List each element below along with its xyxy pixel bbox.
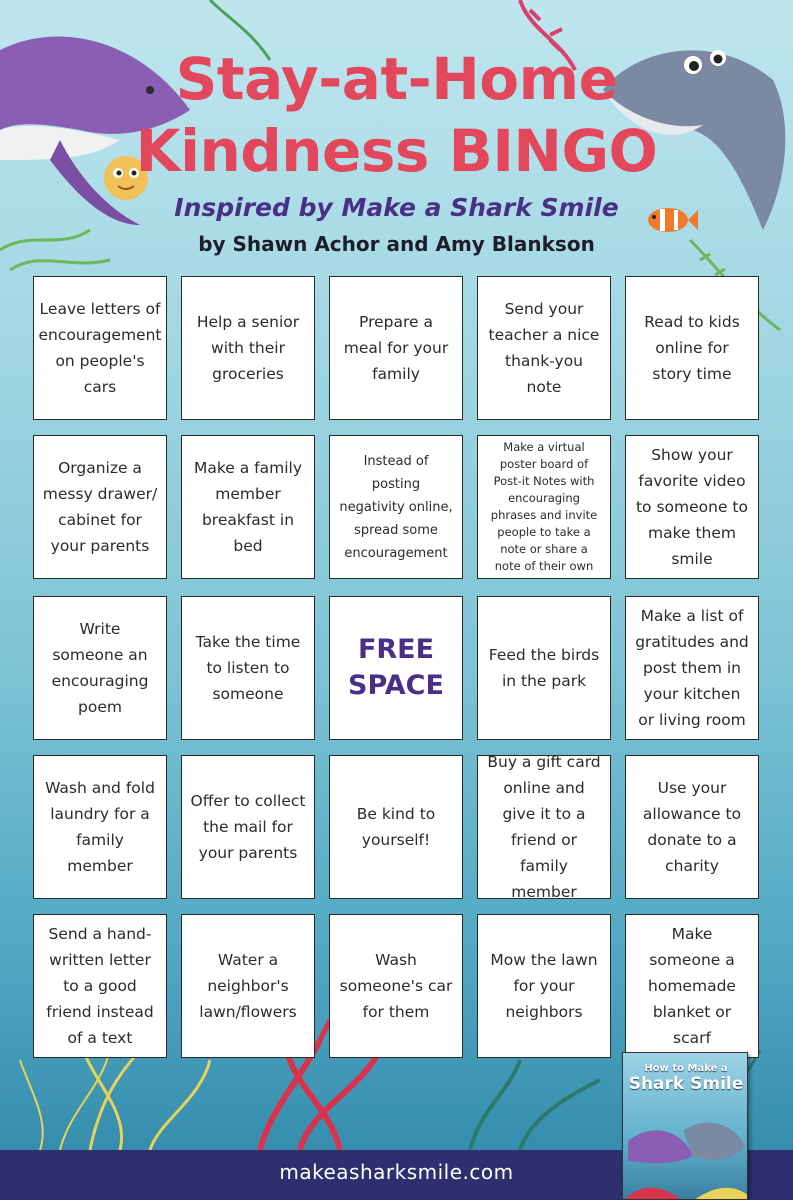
bingo-cell: Leave letters of encouragement on people's cars (33, 276, 167, 420)
bingo-cell: Write someone an encouraging poem (33, 596, 167, 740)
footer-url[interactable]: makeasharksmile.com (279, 1160, 514, 1184)
bingo-cell: Prepare a meal for your family (329, 276, 463, 420)
subtitle: Inspired by Make a Shark Smile (174, 193, 619, 222)
authors: by Shawn Achor and Amy Blankson (198, 232, 595, 256)
bingo-cell: Water a neighbor's lawn/flowers (181, 914, 315, 1058)
bingo-cell: Mow the lawn for your neighbors (477, 914, 611, 1058)
bingo-cell: Feed the birds in the park (477, 596, 611, 740)
bingo-cell: Make someone a homemade blanket or scarf (625, 914, 759, 1058)
bingo-cell: Show your favorite video to someone to make them smile (625, 435, 759, 579)
book-title-small: How to Make a (644, 1063, 728, 1074)
bingo-cell: Make a virtual poster board of Post-it Notes with encouraging phrases and invite people to take a note or share a note of their own (477, 435, 611, 579)
bingo-free-space: FREE SPACE (329, 596, 463, 740)
bingo-cell: Make a family member breakfast in bed (181, 435, 315, 579)
bingo-cell: Take the time to listen to someone (181, 596, 315, 740)
bingo-cell: Send a hand-written letter to a good friend instead of a text (33, 914, 167, 1058)
book-cover (622, 1052, 748, 1200)
book-title-big: Shark Smile (628, 1074, 744, 1094)
bingo-cell: Be kind to yourself! (329, 755, 463, 899)
title-line-2: Kindness BINGO (135, 117, 658, 185)
bingo-cell: Wash someone's car for them (329, 914, 463, 1058)
book-title (623, 1063, 748, 1094)
bingo-cell: Buy a gift card online and give it to a friend or family member (477, 755, 611, 899)
bingo-cell: Wash and fold laundry for a family member (33, 755, 167, 899)
bingo-cell: Use your allowance to donate to a charity (625, 755, 759, 899)
bingo-cell: Instead of posting negativity online, spread some encouragement (329, 435, 463, 579)
bingo-cell: Organize a messy drawer/ cabinet for your parents (33, 435, 167, 579)
bingo-cell: Offer to collect the mail for your parents (181, 755, 315, 899)
title-line-1: Stay-at-Home (175, 45, 618, 113)
bingo-cell: Help a senior with their groceries (181, 276, 315, 420)
bingo-cell: Make a list of gratitudes and post them in your kitchen or living room (625, 596, 759, 740)
book-illustration (623, 1101, 748, 1200)
bingo-cell: Read to kids online for story time (625, 276, 759, 420)
bingo-cell: Send your teacher a nice thank-you note (477, 276, 611, 420)
